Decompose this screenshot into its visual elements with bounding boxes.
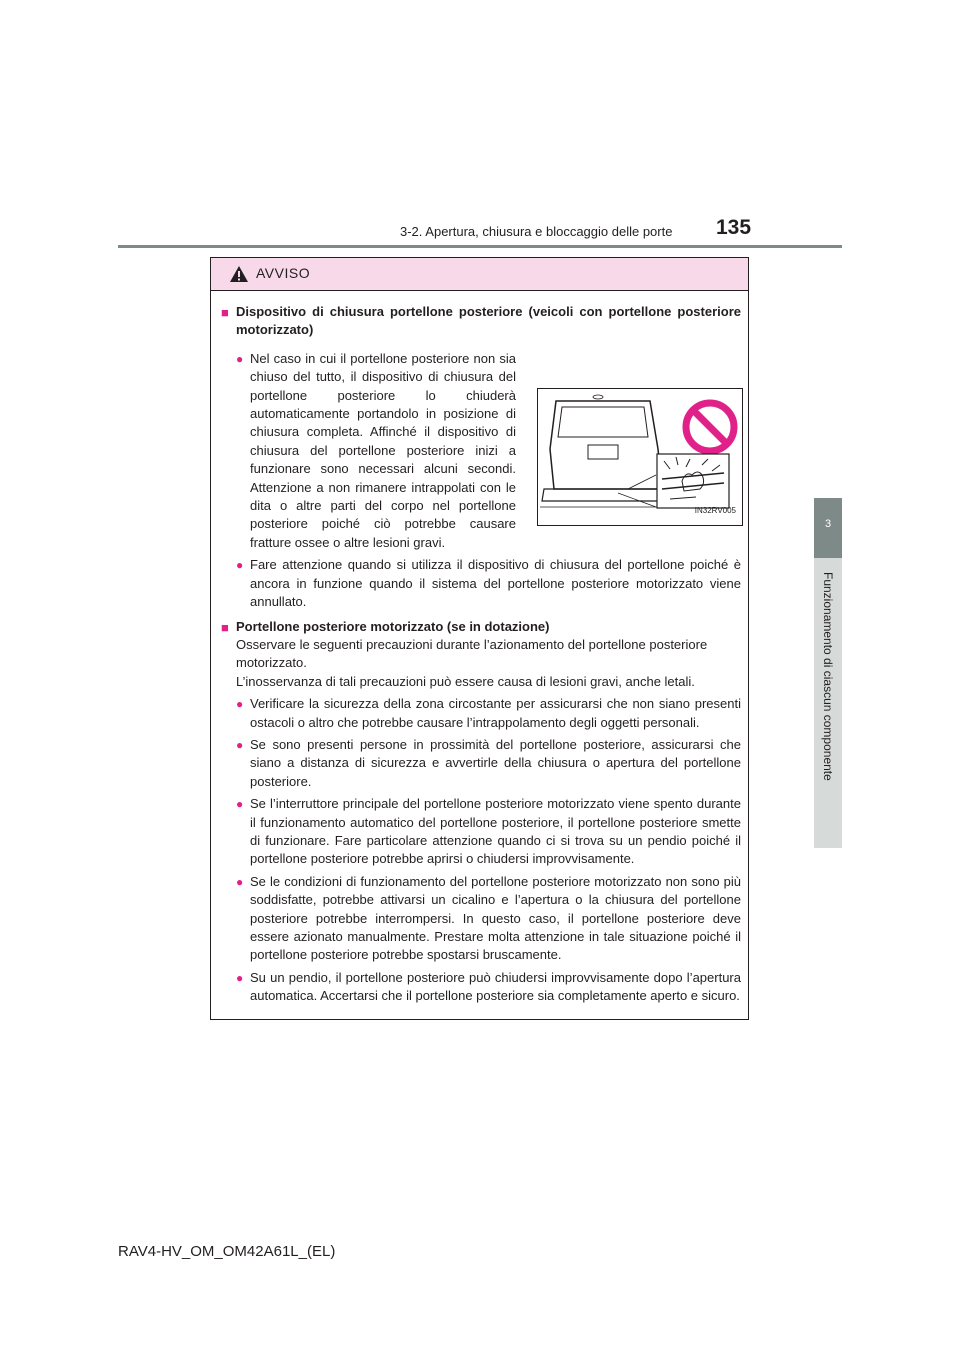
round-bullet-icon: ●	[236, 874, 244, 889]
section-title: Portellone posteriore motorizzato (se in dotazione)	[236, 618, 550, 634]
side-tab-label: Funzionamento di ciascun componente	[821, 572, 835, 781]
list-item	[221, 695, 741, 732]
round-bullet-icon: ●	[236, 737, 244, 752]
warning-label: AVVISO	[256, 265, 311, 281]
section-power-tailgate	[221, 618, 741, 636]
header-rule	[118, 245, 842, 248]
section-intro-2: L’inosservanza di tali precauzioni può essere causa di lesioni gravi, anche letali.	[236, 673, 695, 689]
section-title: Dispositivo di chiusura portellone posteriore (veicoli con portellone posteriore motorizzato)	[236, 304, 741, 338]
side-tab-number: 3	[824, 518, 832, 530]
prohibited-icon	[682, 399, 738, 460]
round-bullet-icon: ●	[236, 558, 244, 573]
list-item	[221, 873, 741, 965]
warning-header	[211, 258, 748, 291]
square-bullet-icon: ■	[221, 619, 229, 635]
section-tailgate-closer	[221, 303, 741, 340]
list-item	[221, 556, 741, 611]
list-item-text: Se le condizioni di funzionamento del portellone posteriore motorizzato non sono più soddisfatte, potrebbe attivarsi un cicalino e l’apertura o la chiusura del portellone posteriore potrebbe interrompersi. In questo caso, il portellone posteriore deve essere azionato manualmente. Prestare molta attenzione in tale situazione poiché il portellone posteriore potrebbe spostarsi bruscamente.	[250, 873, 741, 963]
round-bullet-icon: ●	[236, 697, 244, 712]
figure-code: IN32RV005	[694, 505, 736, 515]
footer-model-code: RAV4-HV_OM_OM42A61L_(EL)	[118, 1243, 336, 1260]
header-section-title: 3-2. Apertura, chiusura e bloccaggio delle porte	[400, 224, 673, 239]
square-bullet-icon: ■	[221, 305, 229, 320]
warning-content	[221, 298, 741, 1006]
list-item-text: Fare attenzione quando si utilizza il dispositivo di chiusura del portellone poiché è ancora in funzione quando il sistema del portellone posteriore motorizzato viene annullato.	[250, 557, 741, 610]
round-bullet-icon: ●	[236, 970, 244, 985]
tailgate-illustration	[537, 388, 743, 526]
list-item-text: Nel caso in cui il portellone posteriore non sia chiuso del tutto, il dispositivo di chiusura del portellone posteriore lo chiuderà automaticamente portandolo in posizione di chiusura completa. Affinché il dispositivo di chiusura del portellone posteriore inizi a funzionare sono necessari alcuni secondi. Attenzione a non rimanere intrappolati con le dita o altre parti del corpo nel portellone posteriore poiché ciò potrebbe causare fratture ossee o altre lesioni gravi.	[250, 350, 516, 550]
section-intro: Osservare le seguenti precauzioni durante l’azionamento del portellone posteriore motorizzato.	[236, 636, 708, 671]
list-item	[221, 969, 741, 1006]
list-item-text: Se l’interruttore principale del portellone posteriore motorizzato viene spento durante il funzionamento automatico del portellone posteriore, il portellone posteriore smette di funzionare. Fare particolare attenzione quando ci si trova su un pendio poiché il portellone posteriore potrebbe aprirsi o chiudersi improvvisamente.	[250, 796, 741, 867]
warning-box	[210, 257, 749, 1020]
list-item	[221, 795, 741, 869]
page-number: 135	[716, 216, 752, 239]
warning-triangle-icon	[229, 265, 249, 288]
list-item-text: Su un pendio, il portellone posteriore può chiudersi improvvisamente dopo l’apertura automatica. Accertarsi che il portellone posteriore sia completamente aperto e sicuro.	[250, 969, 741, 1004]
list-item	[221, 350, 516, 552]
list-item-text: Se sono presenti persone in prossimità del portellone posteriore, assicurarsi che siano a distanza di sicurezza e avvertirle della chiusura o apertura del portellone posteriore.	[250, 736, 741, 789]
round-bullet-icon: ●	[236, 351, 244, 366]
list-item-text: Verificare la sicurezza della zona circostante per assicurarsi che non siano presenti ostacoli o altro che potrebbe causare l’intrappolamento degli oggetti personali.	[250, 696, 741, 730]
list-item	[221, 736, 741, 791]
round-bullet-icon: ●	[236, 797, 244, 812]
